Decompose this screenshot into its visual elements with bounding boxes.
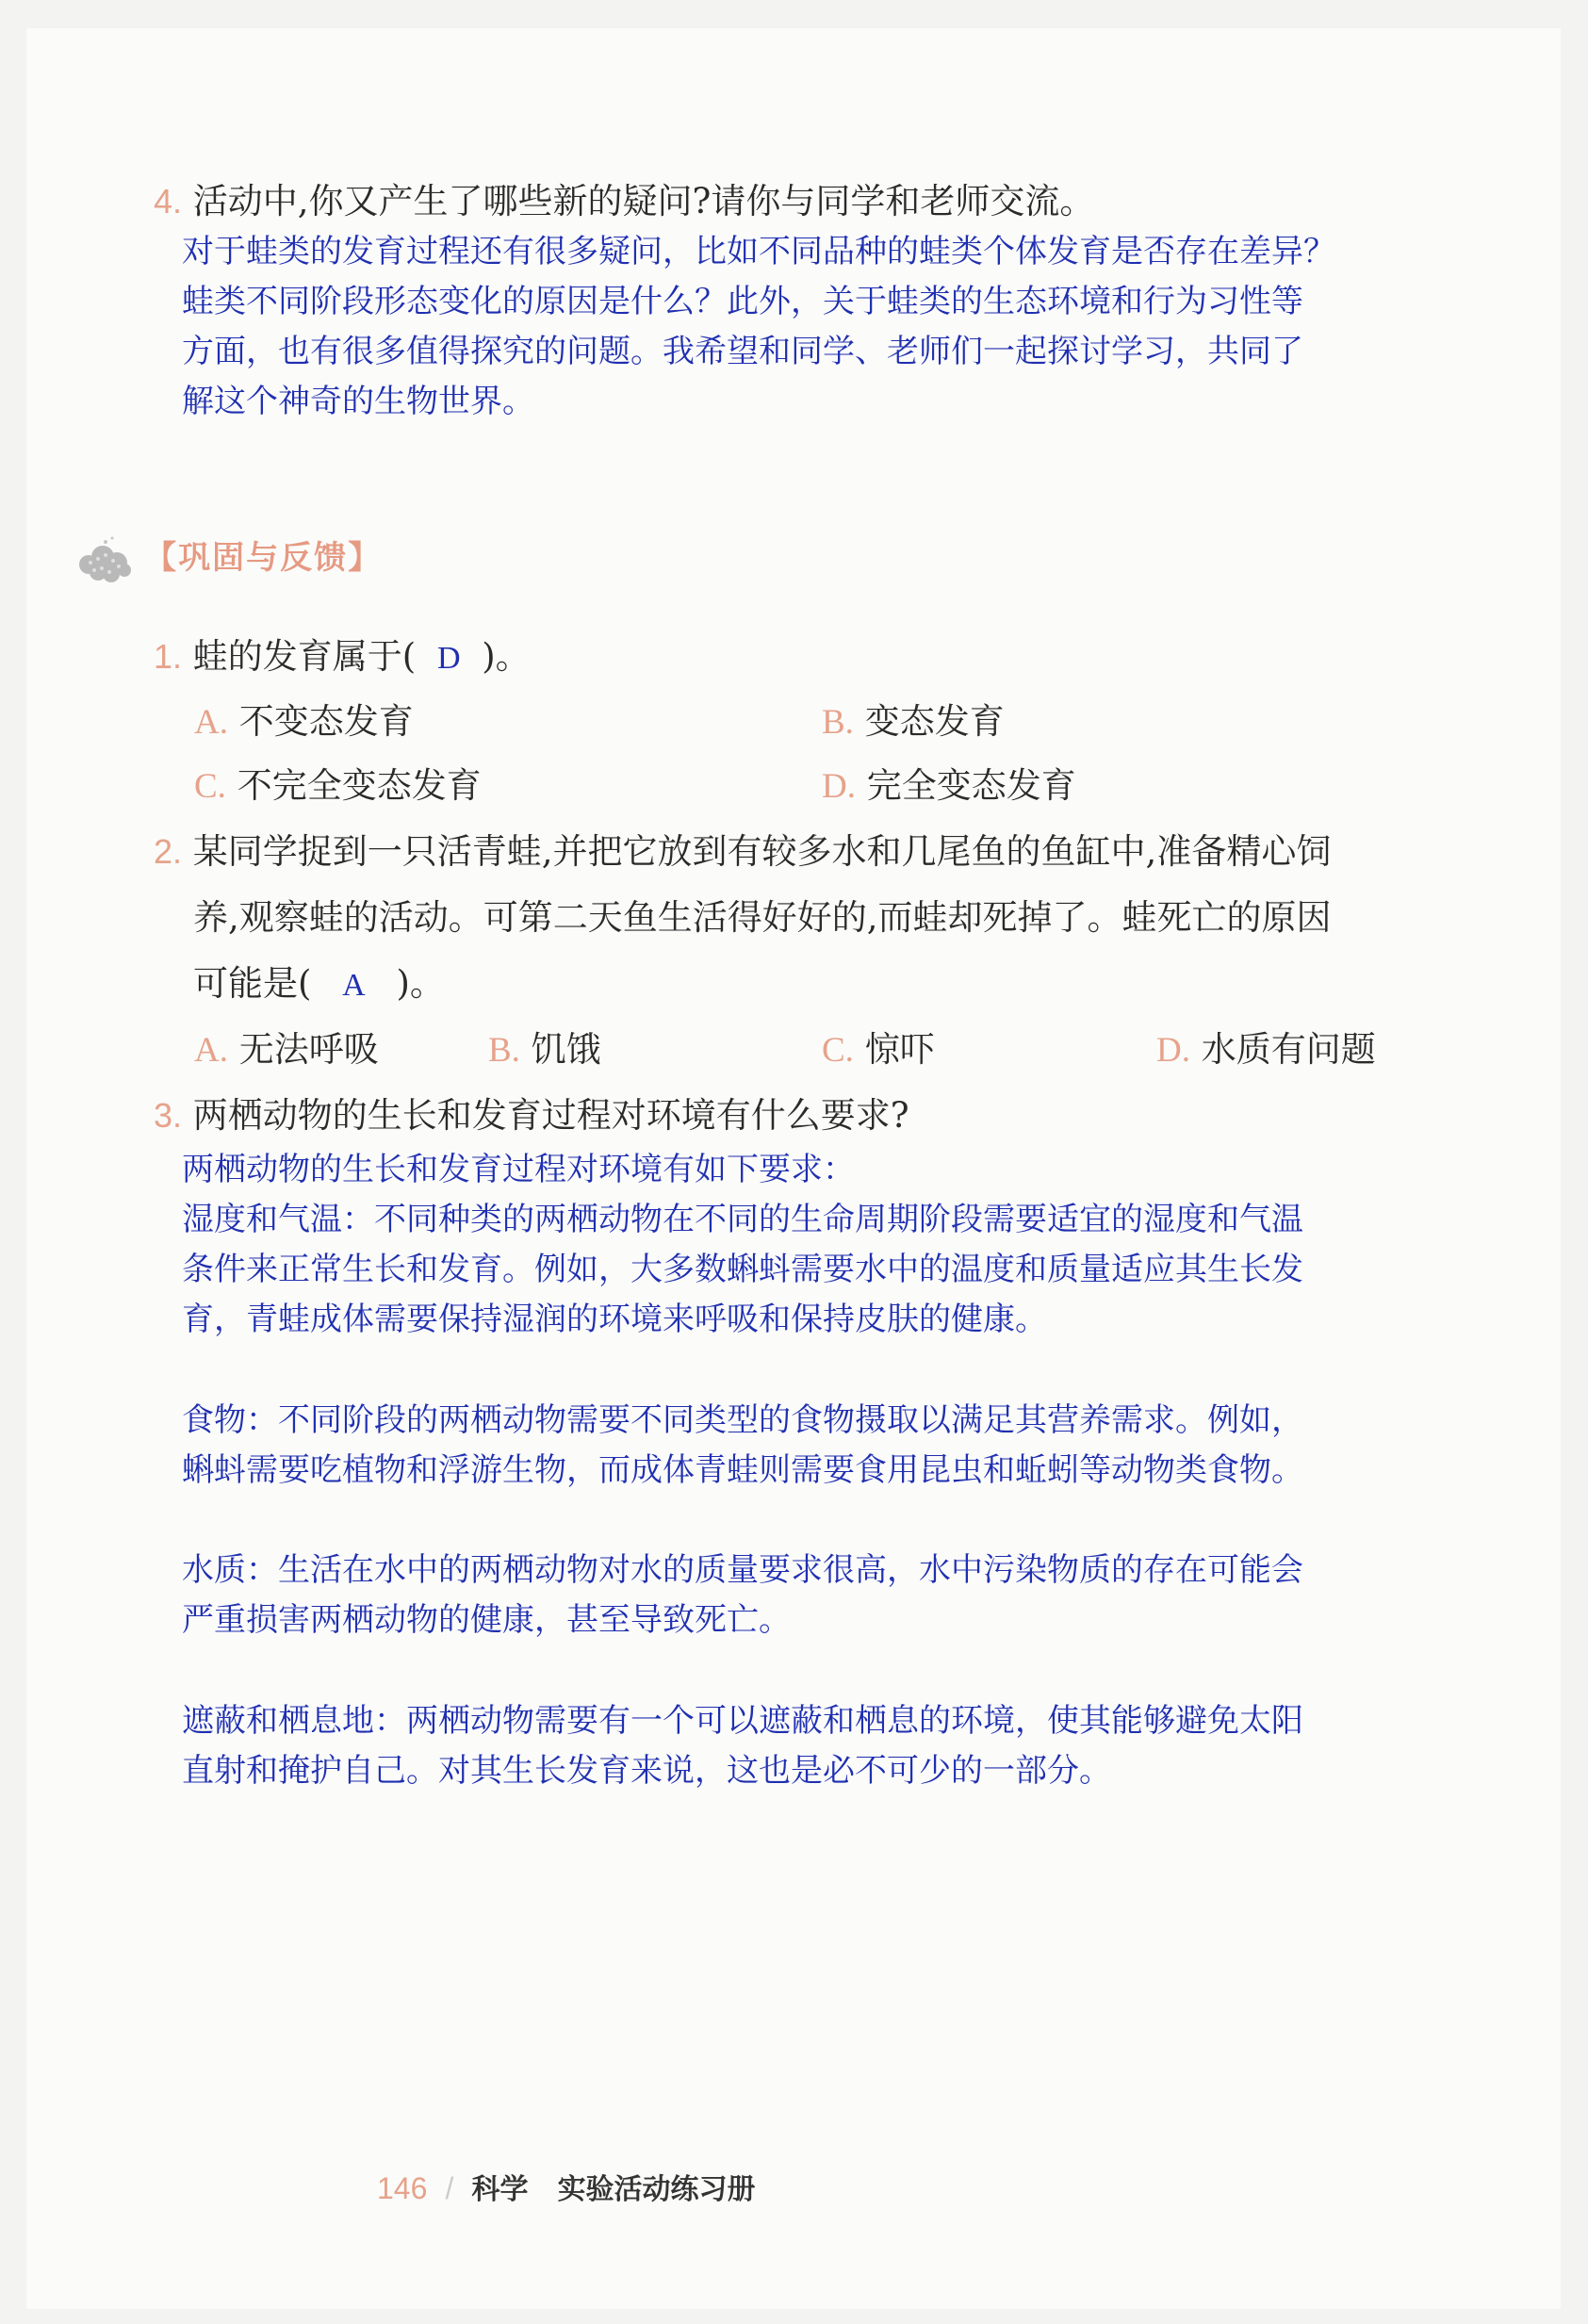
option-b bbox=[488, 1021, 601, 1072]
question-line: 养,观察蛙的活动。可第二天鱼生活得好好的,而蛙却死掉了。蛙死亡的原因 bbox=[193, 897, 1332, 938]
question-text: 两栖动物的生长和发育过程对环境有什么要求? bbox=[192, 1095, 909, 1136]
question-number: 1. bbox=[154, 637, 183, 676]
option-text: 饥饿 bbox=[531, 1029, 601, 1070]
answer-paragraph bbox=[182, 1145, 1303, 1345]
answer-line: 方面，也有很多值得探究的问题。我希望和同学、老师们一起探讨学习，共同了 bbox=[182, 333, 1303, 370]
dotted-cloud-icon bbox=[70, 532, 145, 589]
answer-line: 两栖动物的生长和发育过程对环境有如下要求： bbox=[182, 1151, 855, 1188]
answer-line: 食物：不同阶段的两栖动物需要不同类型的食物摄取以满足其营养需求。例如， bbox=[182, 1401, 1303, 1439]
option-letter: D. bbox=[1156, 1031, 1190, 1070]
option-letter: A. bbox=[194, 703, 228, 742]
answer-line: 条件来正常生长和发育。例如，大多数蝌蚪需要水中的温度和质量适应其生长发 bbox=[182, 1251, 1303, 1288]
answer-line: 水质：生活在水中的两栖动物对水的质量要求很高，水中污染物质的存在可能会 bbox=[182, 1551, 1303, 1589]
answer-line: 遮蔽和栖息地：两栖动物需要有一个可以遮蔽和栖息的环境，使其能够避免太阳 bbox=[182, 1702, 1303, 1740]
option-a bbox=[194, 693, 414, 744]
answer-line: 严重损害两栖动物的健康，甚至导致死亡。 bbox=[182, 1601, 791, 1639]
option-text: 不完全变态发育 bbox=[237, 765, 482, 806]
question-text: 活动中,你又产生了哪些新的疑问?请你与同学和老师交流。 bbox=[192, 181, 1095, 221]
question-text-end: )。 bbox=[482, 636, 531, 677]
answer-paragraph bbox=[182, 1546, 1303, 1645]
answer-paragraph bbox=[182, 1696, 1303, 1796]
subject-label: 科学 bbox=[471, 2173, 529, 2206]
option-text: 不变态发育 bbox=[238, 701, 414, 742]
question-text: 可能是( bbox=[193, 963, 312, 1004]
option-text: 无法呼吸 bbox=[238, 1029, 379, 1070]
option-letter: A. bbox=[194, 1031, 228, 1070]
option-a bbox=[194, 1021, 379, 1072]
answer-line: 蝌蚪需要吃植物和浮游生物，而成体青蛙则需要食用昆虫和蚯蚓等动物类食物。 bbox=[182, 1451, 1303, 1489]
question-text: 某同学捉到一只活青蛙,并把它放到有较多水和几尾鱼的鱼缸中,准备精心饲 bbox=[192, 831, 1332, 872]
section-header bbox=[70, 528, 387, 589]
option-text: 变态发育 bbox=[864, 701, 1005, 742]
question-number: 2. bbox=[154, 832, 183, 871]
question-line bbox=[193, 955, 445, 1006]
feedback-question-1 bbox=[154, 628, 531, 679]
option-c bbox=[822, 1021, 935, 1072]
answer-paragraph bbox=[182, 1396, 1303, 1496]
footer-divider: / bbox=[445, 2171, 454, 2205]
answer-block-q4 bbox=[182, 227, 1335, 427]
feedback-question-2 bbox=[154, 823, 1331, 874]
question-number: 4. bbox=[154, 182, 183, 221]
answer-line: 湿度和气温：不同种类的两栖动物在不同的生命周期阶段需要适宜的湿度和气温 bbox=[182, 1201, 1303, 1238]
option-letter: C. bbox=[194, 767, 226, 806]
question-text: 蛙的发育属于( bbox=[192, 636, 417, 677]
option-text: 完全变态发育 bbox=[866, 765, 1076, 806]
option-d bbox=[1156, 1021, 1376, 1072]
feedback-question-3 bbox=[154, 1087, 909, 1137]
section-title: 【巩固与反馈】 bbox=[144, 539, 383, 577]
option-letter: B. bbox=[822, 703, 854, 742]
option-letter: C. bbox=[822, 1031, 854, 1070]
option-b bbox=[822, 693, 1005, 744]
page-number: 146 bbox=[377, 2171, 428, 2205]
option-d bbox=[822, 757, 1076, 808]
question-4 bbox=[154, 172, 1094, 223]
answer-line: 蛙类不同阶段形态变化的原因是什么？此外，关于蛙类的生态环境和行为习性等 bbox=[182, 283, 1303, 320]
book-title: 实验活动练习册 bbox=[557, 2173, 756, 2206]
answer-line: 直射和掩护自己。对其生长发育来说，这也是必不可少的一部分。 bbox=[182, 1752, 1111, 1790]
answer-line: 对于蛙类的发育过程还有很多疑问，比如不同品种的蛙类个体发育是否存在差异？ bbox=[182, 233, 1335, 270]
page-footer bbox=[377, 2166, 756, 2207]
answer-line: 解这个神奇的生物世界。 bbox=[182, 383, 534, 420]
option-letter: B. bbox=[488, 1031, 520, 1070]
answer-fill: D bbox=[436, 641, 461, 676]
option-letter: D. bbox=[822, 767, 856, 806]
question-text-end: )。 bbox=[396, 963, 445, 1004]
answer-fill: A bbox=[342, 968, 366, 1003]
answer-line: 育，青蛙成体需要保持湿润的环境来呼吸和保持皮肤的健康。 bbox=[182, 1301, 1047, 1338]
option-c bbox=[194, 757, 482, 808]
option-text: 惊吓 bbox=[864, 1029, 935, 1070]
option-text: 水质有问题 bbox=[1201, 1029, 1376, 1070]
question-number: 3. bbox=[154, 1096, 183, 1135]
